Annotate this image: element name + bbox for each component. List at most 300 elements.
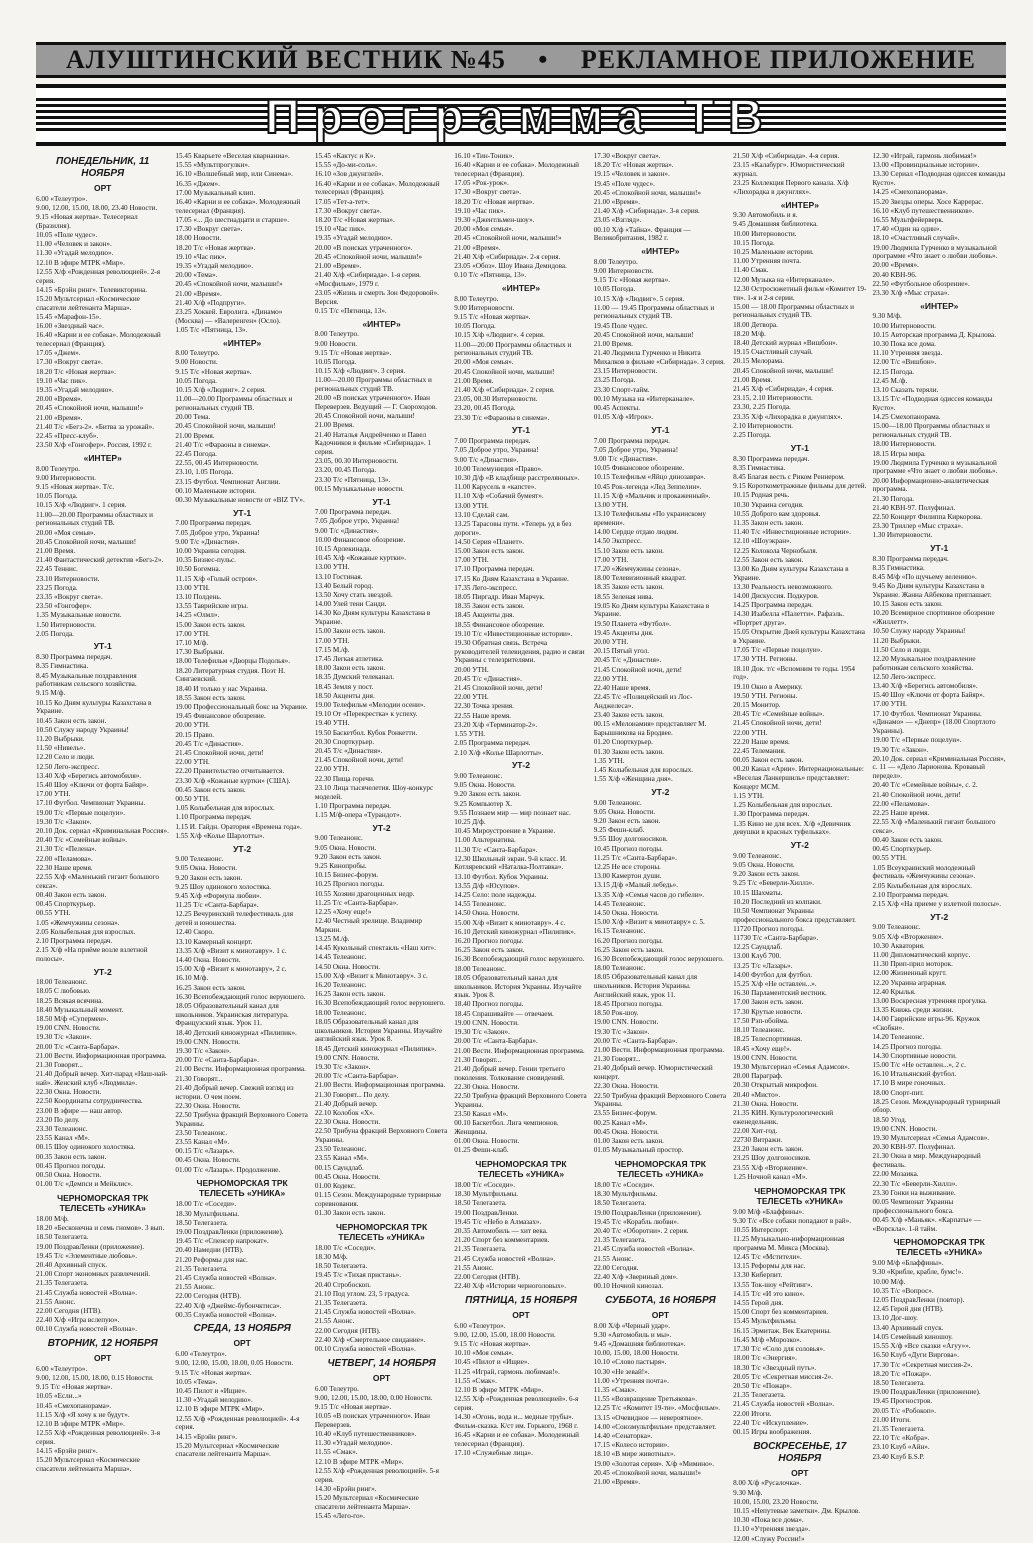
- program-entry: 16.20 Телеанонс.: [314, 981, 367, 990]
- program-entry: 11.00—20.00 Программы областных и региональных студий ТВ.: [454, 340, 572, 358]
- program-entry: 19.00 Профессиональный бокс на Украине.: [175, 702, 308, 711]
- program-entry: 22.50 Концерт Филиппа Киркорова.: [872, 512, 982, 521]
- program-entry: 22.30 Окна. Новости.: [314, 1118, 381, 1127]
- program-entry: 8.30 Программа передач.: [36, 653, 113, 662]
- program-entry: 13.25 М./ф.: [314, 935, 350, 944]
- program-entry: 1.25 Колыбельная для взрослых.: [733, 801, 833, 810]
- program-entry: 10.10 «Слово пастыря».: [593, 1358, 667, 1367]
- program-entry: 01.30 Закон есть закон.: [593, 747, 664, 756]
- program-entry: 14.15 «Брэйн ринг».: [36, 1447, 98, 1456]
- program-entry: 23.25 Погода.: [36, 583, 78, 592]
- program-entry: 2.15 Х/ф «На приеме у взлетной полосы».: [872, 899, 1002, 908]
- program-entry: 10.40 «Клуб путешественников».: [314, 1430, 417, 1439]
- program-entry: 00.10 Баскетбол. Лига чемпионов. Женщины.: [454, 1119, 559, 1136]
- program-entry: 17.45 Легкая атлетика.: [314, 654, 384, 663]
- program-entry: 8.00 Телеутро.: [593, 257, 638, 266]
- program-entry: 12.40 Честный зрелище. Владимир Маркин.: [314, 917, 422, 934]
- program-entry: 18.30 Т/с «Звездный путь».: [733, 1363, 817, 1372]
- program-entry: 9.45 Ко Дням культуры Казахстана в Украине. Жанна Айбекова приглашает.: [872, 582, 992, 600]
- channel-heading: ОРТ: [233, 1338, 251, 1349]
- program-entry: 18.20 Т/с «Пожар».: [872, 1369, 932, 1378]
- program-entry: 01.00 Окна. Новости.: [454, 1137, 520, 1146]
- program-entry: 16.55 Мультфейерверк.: [872, 215, 944, 224]
- program-entry: 21.40 Т/с «Фараоны в синема».: [175, 440, 271, 449]
- program-entry: 22.55 Х/ф «Маленький гигант большого секса».: [36, 873, 159, 890]
- program-entry: 19.35 «Угадай мелодию».: [175, 261, 254, 270]
- program-entry: 20.45 Т/с «Династия».: [314, 747, 383, 755]
- program-entry: 17.00 УТН.: [36, 790, 71, 799]
- program-entry: 11.15 Х/ф «Голый остров».: [175, 574, 258, 583]
- program-entry: 20.45 «Спокойной ночи, малыши!»: [175, 280, 283, 289]
- program-entry: 14.50 Экспресс.: [593, 537, 642, 546]
- program-entry: 20.45 Спокойной ночи, малыши!: [593, 330, 694, 339]
- program-entry: 19.45 Т/с «Тихая пристань».: [314, 1271, 402, 1280]
- program-entry: 21.40 Людмила Гурченко и Никита Михалков в фильме «Сибириада». 3 серия.: [593, 349, 726, 366]
- program-entry: 18.55 Финансовое обозрение.: [454, 620, 545, 629]
- program-entry: 13.00 Камертон души.: [593, 872, 662, 881]
- program-entry: 10.35 Т/с «Вопрос».: [872, 1286, 934, 1295]
- program-entry: 23.35 Х/ф «Лихорадка в джунглях».: [733, 412, 843, 421]
- program-entry: 13.25 Тарасовы пути. «Теперь уд в без дороги».: [454, 519, 572, 537]
- program-entry: 22.00 Сегодня (НТВ).: [175, 1292, 242, 1301]
- program-entry: 12.10 В эфире МТРК «Мир».: [36, 258, 125, 267]
- day-heading: СУББОТА, 16 НОЯБРЯ: [605, 1294, 716, 1306]
- program-entry: 8.00 Телеутро.: [175, 349, 220, 358]
- program-entry: 21.30 Говорят... По делу.: [314, 1090, 390, 1099]
- program-entry: 20.00 «Моя семья».: [454, 358, 514, 367]
- program-entry: 15.45 «Марафон-15».: [36, 312, 101, 321]
- program-entry: 9.00, 12.00, 15.00, 18.00, 23.40 Новости.: [36, 203, 158, 212]
- program-entry: 01.05 Музыкальный простор.: [593, 1146, 684, 1155]
- program-entry: 1.55 Х/ф «Колье Шарлотты».: [175, 831, 265, 840]
- program-entry: 23.25 Коллекция Первого канала. Х/ф «Лихорадка в джунглях».: [733, 179, 849, 196]
- program-entry: 8.00 Телеутро.: [36, 464, 81, 473]
- program-entry: 23.05 «Обоз». Шоу Ивана Демидова.: [454, 261, 567, 270]
- program-entry: 00.45 Спорткурьер.: [36, 900, 96, 909]
- program-entry: 23.25 Шоу долгоносиков.: [733, 1154, 811, 1163]
- program-entry: 9.20 Закон есть закон.: [454, 790, 521, 799]
- program-entry: 21.45 Х/ф «Сибириада», 4 серия.: [733, 385, 834, 394]
- program-entry: 17.00 Закон есть закон.: [733, 998, 804, 1007]
- program-entry: 10.30 Акватория.: [872, 941, 925, 950]
- program-entry: 18.00 Телефильм «Дворцы Подолья».: [175, 657, 291, 666]
- program-entry: 8.00 Х/ф «Русалочка».: [733, 1479, 802, 1488]
- program-entry: 13.00 УТН.: [454, 501, 489, 510]
- program-entry: 23.50 Х/ф «Гонгофер». Россия, 1992 г.: [36, 441, 152, 450]
- program-entry: 16.30 Всепобеждающий голос веруюшего.: [593, 954, 724, 963]
- program-entry: 17.30 «Вокруг света».: [36, 358, 103, 367]
- channel-heading: УТ-2: [372, 822, 391, 833]
- program-entry: 20.00 «Время».: [872, 261, 919, 270]
- channel-heading: УТ-2: [233, 843, 252, 854]
- program-entry: 20.15 Пятый угол.: [593, 647, 650, 656]
- program-entry: 18.35 Закон есть закон.: [593, 583, 664, 592]
- program-entry: 11.00 Дипломатический корпус.: [872, 950, 971, 959]
- schedule-column: [454, 152, 587, 1472]
- program-entry: 12.00 Музыка на «Интерканале».: [733, 275, 835, 284]
- program-entry: 13.00 «Провинциальные истории».: [872, 161, 980, 170]
- program-entry: 19.45 Т/с «Небо в Алмазах».: [454, 1217, 542, 1226]
- program-entry: 16.25 Закон есть закон.: [314, 990, 386, 999]
- program-entry: 9.20 Закон есть закон.: [593, 816, 661, 825]
- program-entry: 7.05 Доброе утро, Украина!: [175, 528, 260, 537]
- program-entry: 17.00 Музыкальный клип.: [175, 188, 256, 197]
- program-entry: 9.05 Окна. Новости.: [593, 807, 656, 816]
- program-entry: 21.35 КИН. Культурологический еженедельник.: [733, 1108, 834, 1126]
- program-entry: 10.05 Погода.: [36, 492, 78, 501]
- program-entry: 13.30 Сериал «Подводная одиссея команды Кусто».: [872, 170, 1006, 188]
- program-entry: 13.15 «Очевидное — невероятное».: [593, 1413, 703, 1422]
- program-entry: 10.05 Погода.: [593, 285, 636, 294]
- program-entry: 19.10 Т/с «Инвестиционные истории».: [454, 629, 573, 638]
- program-entry: 15.00 Х/ф «Визит к Минотавру». 3 с.: [314, 971, 428, 980]
- program-entry: 11.10 Утренняя звезда.: [872, 349, 943, 358]
- program-entry: 19.45 Т/с «Спенсер напрокат».: [175, 1237, 269, 1246]
- program-entry: 10.15 Погода.: [733, 238, 775, 247]
- program-entry: 20.40 Архивный спуск.: [36, 1260, 108, 1269]
- program-entry: 18.45 «Хочу еще!».: [733, 1044, 792, 1053]
- program-entry: 1.05 Т/с «Пятница, 13».: [175, 325, 248, 334]
- program-entry: 8.45 Музыкальные поздравления работникам сельского хозяйства.: [36, 671, 137, 689]
- program-entry: 20.15 Мелорама.: [733, 357, 785, 366]
- program-entry: 23.15, 2.10 Интерновости.: [733, 394, 813, 403]
- program-entry: 15.00 Спорт без комментариев.: [733, 1308, 829, 1317]
- program-entry: 20.00 УТН.: [593, 638, 629, 647]
- program-entry: 18.45 Земля у пост.: [314, 682, 374, 691]
- program-entry: 21.00 Время.: [454, 376, 494, 385]
- program-entry: 8.35 Гимнастика.: [872, 563, 925, 572]
- program-entry: 10.00 Интерновости.: [872, 321, 936, 330]
- program-entry: 15.45 «Кактус и К».: [314, 152, 376, 160]
- program-entry: 21.00 «Время».: [593, 198, 641, 207]
- program-entry: 23.00 В эфире — наш автор.: [36, 1106, 123, 1115]
- program-entry: 9.00 Телеанонс.: [175, 855, 224, 864]
- program-entry: 15.25 Х/ф «Не оставлен...».: [733, 980, 817, 989]
- channel-heading: ЧЕРНОМОРСКАЯ ТРК ТЕЛЕСЕТЬ «УНИКА»: [754, 1185, 846, 1206]
- program-entry: 23.50 Канал «М».: [454, 1109, 508, 1118]
- program-entry: 1.10 Программа передач.: [314, 801, 392, 810]
- program-entry: 21.30 Говорят...: [593, 1055, 641, 1064]
- program-entry: 9.15 Короткометражные фильмы для детей.: [733, 482, 867, 491]
- program-entry: 12.45 М./ф.: [872, 376, 908, 385]
- program-entry: 2.25 Погода.: [733, 431, 772, 440]
- program-entry: 22.40 Х/ф «Смертельное свидание».: [314, 1335, 426, 1344]
- program-entry: 9.00 Телеанонс.: [314, 834, 363, 843]
- program-entry: 15.05 Открытие Дней культуры Казахстана в Украине.: [733, 628, 865, 646]
- program-entry: 16.10 «Зов джунглей».: [314, 170, 384, 179]
- program-entry: 19.30 Т/с «Закон».: [36, 817, 92, 826]
- program-entry: 14.05 Семейный киношоу.: [872, 1332, 953, 1341]
- program-entry: 22.00 УТН.: [733, 728, 768, 737]
- program-entry: 10.05 Финансовое обозрение.: [593, 464, 685, 473]
- program-entry: 16.30 Всепобеждающий голос веруюшего.: [454, 955, 585, 964]
- program-entry: 13.40 Архивный спуск.: [872, 1323, 944, 1332]
- program-entry: 00.45 Закон есть закон.: [175, 785, 246, 794]
- schedule-column: [175, 152, 308, 1472]
- program-entry: 10.15 Арлекинада.: [314, 545, 372, 554]
- program-entry: 17.05 «... До шестнадцати и старше».: [175, 215, 289, 224]
- channel-heading: УТ-1: [651, 424, 670, 435]
- program-entry: 20.00 Т/с «Санта-Барбара».: [454, 1037, 538, 1046]
- program-entry: 22.00 Сегодня (НТВ).: [314, 1326, 381, 1335]
- program-entry: 11.35 Закон есть закон.: [733, 518, 804, 527]
- program-entry: 00.25 Канал «М».: [593, 1118, 648, 1127]
- program-entry: 17.35 Лего-экспресс.: [454, 583, 518, 592]
- program-entry: 11.30 Прип-прил моторок.: [872, 960, 953, 969]
- program-entry: 11.55 «Смак».: [314, 1448, 358, 1457]
- program-entry: 14.25 Смехопанорама.: [872, 413, 941, 422]
- program-entry: 14.25 Программа передач.: [733, 601, 813, 610]
- program-entry: 2.05 Колыбельная для взрослых.: [872, 881, 972, 890]
- program-entry: 00.10 Х/ф «Тайна». Франция — Великобритания, 1982 г.: [593, 225, 691, 243]
- program-entry: 10.15 Авторская программа Д. Крылова.: [872, 330, 996, 339]
- program-entry: 9.15 Т/с «Новая жертва».: [175, 367, 252, 376]
- program-entry: 10.05 «Тема».: [175, 1377, 218, 1386]
- program-entry: 18.00 Т/с «Соседи».: [175, 1200, 237, 1209]
- program-entry: 10.15 «Непутевые заметки». Дм. Крылов.: [733, 1506, 861, 1515]
- program-entry: 14.00 Гаврийские игры-96. Кружок «Скобки».: [872, 1015, 980, 1033]
- program-entry: 14.25 Село: поле надежды.: [454, 891, 537, 900]
- program-entry: 1.35 Музыкальные новости.: [36, 611, 122, 620]
- program-entry: 18.50 Телегазета.: [454, 1199, 507, 1208]
- program-entry: 8.35 Гимнастика.: [733, 463, 786, 472]
- program-entry: 20.45 Т/с «Семейные войны».: [733, 710, 825, 719]
- program-entry: 13.40 Белый город.: [314, 581, 373, 590]
- program-entry: 23.05, 00.30 Интерновости.: [454, 395, 538, 404]
- program-entry: 19.45 Прогностров.: [872, 1397, 933, 1406]
- program-entry: 22.00 «Пеламова».: [36, 854, 93, 863]
- program-entry: 19.00 Телефильм «Мелодии осени».: [314, 700, 426, 709]
- program-entry: 20.45 «Спокойной ночи, малыши!»: [593, 188, 701, 197]
- program-entry: 21.40 Спокойной ночи, дети!: [872, 790, 961, 799]
- program-entry: 21.40 Добрый вечер. Юмористический концерт.: [593, 1064, 713, 1082]
- program-entry: 21.00 «Время».: [593, 1478, 641, 1487]
- program-entry: 12.30 Остросюжетный фильм «Комитет 19-ти». 1-я и 2-я серии.: [733, 284, 867, 302]
- program-entry: 18.35 Думский телеканал.: [314, 673, 395, 682]
- program-entry: 00.45 Окна. Новости.: [314, 1172, 381, 1181]
- program-entry: 18.45 Прогноз погоды.: [593, 999, 663, 1008]
- program-entry: 01.00 Т/с «Лазарь». Продолжение.: [175, 1165, 281, 1174]
- program-entry: 17.00 УТН.: [454, 556, 489, 565]
- program-entry: 14.00 «Союзмультфильм» представляет.: [593, 1422, 717, 1431]
- masthead: [36, 42, 1006, 78]
- program-entry: 9.05 Х/ф «Вторжение».: [872, 932, 944, 941]
- program-entry: 20.45 «Спокойной ночи, малыши!»: [36, 404, 144, 413]
- program-entry: 1.35 УТН.: [593, 756, 625, 765]
- program-entry: 1.45 Колыбельная для взрослых.: [593, 765, 694, 774]
- program-entry: 18.50 Телегазета.: [593, 1199, 647, 1208]
- program-entry: 19.05 Ко Дням культуры Казахстана в Украине.: [593, 601, 710, 619]
- program-entry: 22.00 «Пеламова».: [872, 799, 930, 808]
- program-entry: 15.20 Звезды оперы. Хосе Каррерас.: [872, 197, 984, 206]
- program-entry: 22.50 Трибуна фракций Верховного Совета Украины.: [314, 1127, 448, 1145]
- program-entry: 00.15 Шоу одинокого холостяка.: [36, 1143, 136, 1152]
- program-entry: 11.30 «Угадай мелодию».: [175, 1396, 253, 1405]
- program-entry: 20.30 КВН-97. Полуфинал.: [872, 1143, 956, 1152]
- channel-heading: УТ-2: [790, 840, 809, 851]
- program-entry: 18.20 Т/с «Новая жертва».: [314, 215, 395, 224]
- program-entry: 01.20 Спорткурьер.: [593, 738, 653, 747]
- program-entry: 19.00 ПоздравЛенки (приложение).: [36, 1242, 145, 1251]
- program-entry: 19.35 «Угадай мелодию».: [314, 234, 393, 243]
- program-entry: 19.50 Баскетбол. Кубок Ронкетти.: [314, 728, 418, 737]
- program-entry: 23.25 Хоккей. Евролига. «Динамо» (Москва) — «Валеренген» (Осло).: [175, 307, 283, 325]
- program-entry: 12.25 Колокола Чернобыля.: [733, 546, 818, 555]
- program-entry: 00.55 УТН.: [872, 854, 907, 863]
- program-entry: 00.45 Прогноз погоды.: [36, 1161, 106, 1170]
- program-entry: 21.45 Служба новостей «Волна».: [314, 1308, 416, 1317]
- program-entry: 19.30 Мультсериал «Семья Адамсов».: [872, 1134, 990, 1143]
- program-entry: 21.30 Говорят...: [36, 1061, 83, 1070]
- program-entry: 10.25 Прогноз погоды.: [314, 880, 385, 889]
- program-entry: 12.00 «Служу России!»: [733, 1534, 805, 1543]
- program-entry: 9.25 Компьютер Х.: [454, 799, 513, 808]
- program-entry: 13.10 Камерный концерт.: [175, 937, 253, 946]
- program-entry: 23.05, 00.30 Интерновости.: [314, 457, 399, 466]
- program-entry: 9.00 Новости.: [314, 339, 358, 348]
- program-entry: 16.50 Клуб «Дуги Виргова».: [872, 1351, 959, 1360]
- program-entry: 12.00 Т/с «Вишбон».: [872, 358, 937, 367]
- program-entry: 21.00 «Время».: [454, 243, 501, 252]
- program-entry: 00.50 УТН.: [175, 795, 210, 804]
- program-entry: 1.30 Программа передач.: [733, 810, 810, 819]
- program-entry: 18.50 М/ф «Супермен».: [36, 1015, 109, 1024]
- program-entry: 22.00 УТН.: [593, 674, 629, 683]
- program-entry: 21.00 Итоги.: [872, 1415, 911, 1424]
- program-entry: 15.00 Закон есть закон.: [314, 627, 386, 636]
- program-entry: 19.30 Т/с «Закон».: [872, 745, 929, 754]
- program-entry: 8.30 Программа передач.: [872, 554, 949, 563]
- channel-heading: ЧЕРНОМОРСКАЯ ТРК ТЕЛЕСЕТЬ «УНИКА»: [475, 1158, 567, 1179]
- program-entry: 00.40 Закон есть закон.: [872, 836, 943, 845]
- program-entry: 21.00 Спорт экономных развлечений.: [36, 1270, 151, 1279]
- program-entry: 20.00 «В поисках утраченного».: [314, 243, 413, 252]
- program-entry: 18.00 М/ф.: [36, 1214, 69, 1223]
- program-entry: 1.05 Колыбельная для взрослых.: [175, 804, 275, 813]
- program-entry: 7.05 Доброе утро, Украина!: [314, 517, 400, 526]
- program-entry: 18.35 Закон есть закон.: [454, 602, 525, 611]
- program-entry: 00.40 Закон есть закон.: [36, 890, 107, 899]
- program-entry: 12.10 В эфире МТРК «Мир».: [175, 1405, 265, 1414]
- program-entry: 17.40 «Один на один».: [872, 225, 942, 234]
- program-entry: 18.25 Всякая всячина.: [36, 996, 104, 1005]
- program-entry: 14.30 Ко Дням культуры Казахстана в Украине.: [314, 609, 431, 627]
- program-entry: 7.00 Программа передач.: [593, 436, 670, 445]
- program-entry: 01.00 Кодекс.: [314, 1182, 356, 1191]
- program-entry: 23.20 Закон есть закон.: [733, 1145, 804, 1154]
- program-entry: 23.20, 00.45 Погода.: [314, 466, 377, 475]
- program-entry: 16.10 «Волшебный мир, или Синема».: [175, 170, 293, 179]
- program-entry: 9.25 Кинопробы.: [314, 861, 367, 870]
- program-entry: 7.05 Доброе утро, Украина!: [454, 446, 539, 455]
- program-entry: 17.05 «Джем».: [36, 349, 81, 358]
- program-entry: 6.00 «Телеутро».: [454, 1321, 506, 1330]
- program-entry: 19.00 ПоздравЛенки.: [454, 1208, 519, 1217]
- program-entry: 1.15 М/ф-опера «Турандот».: [314, 810, 402, 819]
- program-entry: 12.55 Х/ф «Рожденная революцией». 2-я серия.: [36, 267, 161, 285]
- program-entry: 10.45 Рок-легенда «Лед Зеппелин».: [593, 482, 702, 491]
- program-entry: 17.30 «Вокруг света».: [454, 188, 522, 197]
- program-entry: 23.55 Канал «М».: [314, 1154, 369, 1163]
- program-entry: 18.40 И только у нас Украина.: [175, 684, 268, 693]
- program-entry: 2.05 Колыбельная для взрослых.: [36, 927, 136, 936]
- program-entry: 20.00 УТН.: [454, 665, 489, 674]
- program-entry: 21.45 Служба новостей «Волна».: [733, 1400, 835, 1409]
- program-entry: 14.00 Улей тени Санди.: [314, 600, 387, 609]
- program-entry: 2.10 Программа передач.: [872, 890, 949, 899]
- program-entry: 23.30 Триллер «Мыс страха».: [872, 522, 963, 531]
- program-entry: 18.50 Телегазета.: [36, 1233, 89, 1242]
- program-entry: 10.15 Х/ф «Людвиг». 3 серия.: [314, 367, 406, 376]
- program-entry: 17.05 «Рок-урок».: [454, 179, 509, 188]
- program-entry: 22.00 УТН.: [454, 693, 489, 702]
- program-entry: 11.20 Выбрыки.: [872, 636, 922, 645]
- program-entry: 11.00—20.00 Программы областных и региональных студий ТВ.: [36, 510, 153, 528]
- program-entry: 1.05 «Жемчужины сезона».: [36, 918, 120, 927]
- program-entry: 18.20 Т/с «Новая жертва».: [175, 243, 256, 252]
- channel-heading: УТ-1: [233, 507, 252, 518]
- program-entry: 9.15 Т/с «Новая жертва».: [314, 1402, 392, 1411]
- program-entry: 19.00 CNN. Новости.: [314, 1053, 380, 1062]
- program-entry: 20.45 Спокойной ночи, малыши!: [454, 367, 555, 376]
- program-entry: 14.40 Окна. Новости.: [175, 955, 241, 964]
- program-entry: 17.30 «Вокруг света».: [593, 152, 661, 160]
- program-entry: 20.00 Т/с «Санта-Барбара».: [314, 1072, 399, 1081]
- day-heading: ЧЕТВЕРГ, 14 НОЯБРЯ: [327, 1357, 436, 1369]
- program-entry: 21.30 Погода.: [872, 494, 915, 503]
- program-entry: 20.00 «В поисках утраченного». Иван Переверзев. Ведущий — Г. Скороходов.: [314, 394, 438, 411]
- program-entry: 17.10 Футбол. Чемпионат Украины. «Динамо» — «Днепр» (18.00 Спортлото Украины).: [872, 709, 996, 736]
- program-entry: 12.10 В эфире МТРК «Мир».: [454, 1386, 544, 1394]
- program-entry: 01.00 Закон есть закон.: [593, 1137, 664, 1146]
- supplement-title: РЕКЛАМНОЕ ПРИЛОЖЕНИЕ: [580, 45, 976, 74]
- program-entry: 9.00, 12.00, 15.00, 18.00 Новости.: [454, 1330, 556, 1339]
- program-entry: 10.00 Телемуниция «Право».: [454, 464, 543, 473]
- program-entry: 21.45 Спокойной ночи, дети!: [454, 684, 543, 693]
- program-entry: 23.10 Лица тысячелетия. Шоу-конкурс моделей.: [314, 783, 434, 801]
- channel-heading: УТ-1: [930, 543, 949, 554]
- program-entry: 10.15 Бизнес-форум.: [314, 871, 379, 880]
- program-entry: 9.00 Новости.: [175, 358, 218, 367]
- channel-heading: ЧЕРНОМОРСКАЯ ТРК ТЕЛЕСЕТЬ «УНИКА»: [614, 1158, 706, 1179]
- program-entry: 10.50 Служу народу Украины!: [36, 725, 129, 734]
- program-entry: 16.45 М/ф «Морозко».: [733, 1335, 802, 1344]
- program-entry: 10.15 Х/ф «Людвиг». 2 серия.: [175, 386, 266, 395]
- program-entry: 15.00 — 18.00 Программы областных и региональных студий ТВ.: [733, 302, 854, 320]
- channel-heading: ОРТ: [651, 1309, 670, 1320]
- channel-heading: УТ-2: [93, 966, 112, 977]
- program-entry: 13.55 Ток-шоу «Рейтинг».: [733, 1280, 813, 1289]
- program-entry: 23.50 «Гонгофер».: [36, 602, 92, 611]
- program-entry: 19.00 CNN. Новости.: [454, 1018, 519, 1027]
- program-entry: 13.30 Реальность невозможного.: [733, 582, 833, 591]
- program-entry: 12.25 Саундлаб.: [733, 943, 783, 952]
- program-entry: 9.20 Закон есть закон.: [314, 852, 382, 861]
- program-entry: 12.55 Х/ф «Рожденная революцией». 5-я серия.: [314, 1466, 439, 1484]
- program-entry: 22.40 Т/с «Искупление».: [733, 1418, 809, 1427]
- program-entry: 10.45 Мироустроение в Украине.: [454, 827, 556, 836]
- program-entry: 10.05 «В поисках утраченного». Иван Переверзев.: [314, 1412, 430, 1429]
- program-entry: 21.30 Окна. Новости.: [733, 1099, 799, 1108]
- program-entry: 21.00 Время.: [175, 431, 215, 440]
- day-heading: ВОСКРЕСЕНЬЕ, 17 НОЯБРЯ: [753, 1440, 847, 1464]
- program-entry: 13.00 УТН.: [175, 583, 210, 592]
- program-entry: 00.15 Саундлаб.: [314, 1163, 364, 1172]
- program-entry: 20.45 «Спокойной ночи, малыши!»: [314, 252, 423, 261]
- program-entry: 23.55 Канал «М».: [175, 1138, 230, 1147]
- program-entry: 22.00 Хит-год.: [733, 1126, 778, 1135]
- program-entry: 22.55 Х/ф «Маленький гигант большого секса».: [872, 818, 996, 835]
